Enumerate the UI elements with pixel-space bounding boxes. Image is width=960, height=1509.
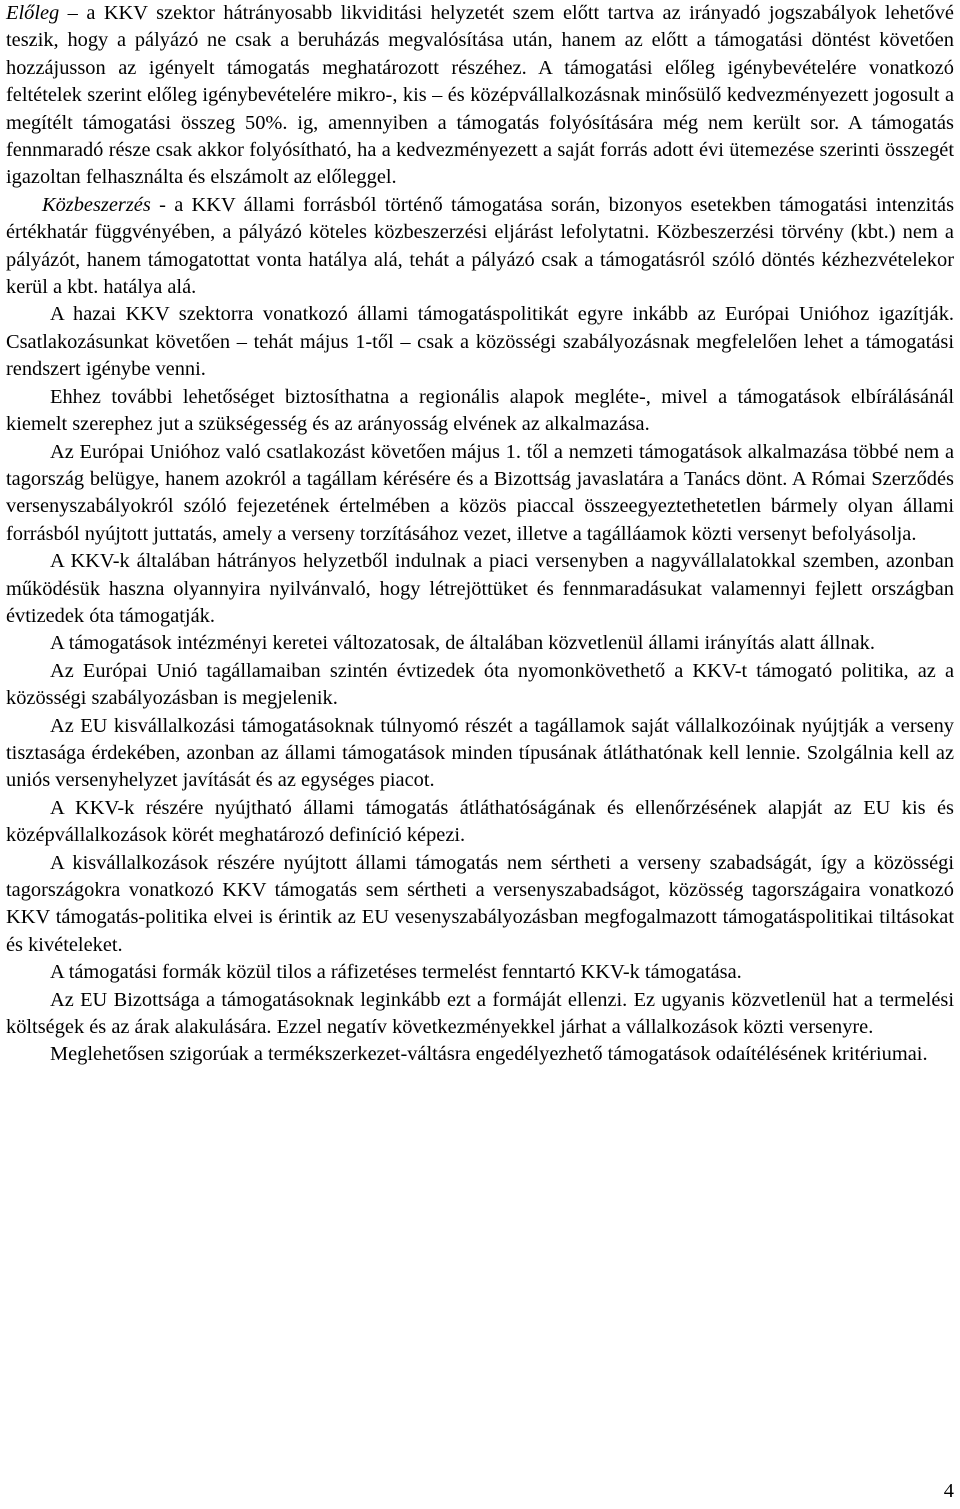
paragraph: Az EU Bizottsága a támogatásoknak leginkább ezt a formáját ellenzi. Ez ugyanis közvetlenül hat a termelési költségek és az árak alakulására. Ezzel negatív következményekkel járhat a vállalkozások közti versenyre. bbox=[6, 988, 954, 1039]
paragraph: A KKV-k részére nyújtható állami támogatás átláthatóságának és ellenőrzésének alapját az EU kis és középvállalkozások körét meghatározó definíció képezi. bbox=[6, 796, 954, 847]
paragraph-eloleg bbox=[6, 0, 954, 192]
paragraph-text: – a KKV szektor hátrányosabb likviditási helyzetét szem előtt tartva az irányadó jogszabályok lehetővé teszik, hogy a pályázó ne csak a beruházás megvalósítása után, hanem az előtt a támogatási döntést követően hozzájusson az igényelt támogatás meghatározott részéhez. A támogatási előleg igénybevételére vonatkozó feltételek szerint előleg igénybevételére mikro-, kis – és középvállalkozásnak minősülő kedvezményezett jogosult a megítélt támogatási összeg 50%. ig, amennyiben a támogatás folyósítására még nem került sor. A támogatás fennmaradó része csak akkor folyósítható, ha a kedvezményezett a saját forrás adott évi ütemezése szerinti összegét igazoltan felhasználta és elszámolt az előleggel. bbox=[6, 2, 954, 189]
term-kozbeszerzes: Közbeszerzés bbox=[42, 193, 151, 216]
paragraph: Az Európai Unióhoz való csatlakozást követően május 1. től a nemzeti támogatások alkalmazása többé nem a tagország belügye, hanem azokról a tagállam kérésére és a Bizottság javaslatára a Tanács dönt. A Római Szerződés versenyszabályokról szóló fejezetének értelmében a közös piaccal összeegyeztethetetlen bármely olyan állami forrásból nyújtott juttatás, amely a verseny torzításához vezet, illetve a tagálláamok közti versenyt befolyásolja. bbox=[6, 440, 954, 545]
paragraph: A hazai KKV szektorra vonatkozó állami támogatáspolitikát egyre inkább az Európai Unióhoz igazítják. Csatlakozásunkat követően – tehát május 1-től – csak a közösségi szabályozásnak megfelelően lehet a támogatási rendszert igénybe venni. bbox=[6, 303, 954, 381]
paragraph: Ehhez további lehetőséget biztosíthatna a regionális alapok megléte-, mivel a támogatások elbírálásánál kiemelt szerephez jut a szükségesség és az arányosság elvének az alkalmazása. bbox=[6, 385, 954, 436]
document-page bbox=[6, 0, 954, 1069]
paragraph: A kisvállalkozások részére nyújtott állami támogatás nem sértheti a verseny szabadságát, így a közösségi tagországokra vonatkozó KKV támogatás sem sértheti a versenyszabadságot, közösség tagországaira vonatkozó KKV támogatás-politika elvei is érintik az EU vesenyszabályozásban megfogalmazott támogatáspolitikai tiltásokat és kivételeket. bbox=[6, 851, 954, 956]
term-eloleg: Előleg bbox=[6, 2, 60, 24]
paragraph: A támogatások intézményi keretei változatosak, de általában közvetlenül állami irányítás alatt állnak. bbox=[50, 632, 875, 655]
paragraph-kozbeszerzes bbox=[6, 192, 954, 302]
paragraph: A támogatási formák közül tilos a ráfizetéses termelést fenntartó KKV-k támogatása. bbox=[50, 961, 742, 984]
paragraph: Meglehetősen szigorúak a termékszerkezet-váltásra engedélyezhető támogatások odaítélésének kritériumai. bbox=[50, 1043, 928, 1066]
paragraph: A KKV-k általában hátrányos helyzetből indulnak a piaci versenyben a nagyvállalatokkal szemben, azonban működésük haszna olyannyira nyilvánvaló, hogy létrejöttüket és fennmaradásukat valamennyi fejlett országban évtizedek óta támogatják. bbox=[6, 550, 954, 627]
paragraph: Az EU kisvállalkozási támogatásoknak túlnyomó részét a tagállamok saját vállalkozóinak nyújtják a verseny tisztasága érdekében, azonban az állami támogatások minden típusának átláthatónak kell lennie. Szolgálnia kell az uniós versenyhelyzet javítását és az egységes piacot. bbox=[6, 714, 954, 792]
page-number: 4 bbox=[943, 1480, 954, 1502]
paragraph-text: - a KKV állami forrásból történő támogatása során, bizonyos esetekben támogatási intenzitás értékhatár függvényében, a pályázó köteles közbeszerzési eljárást lefolytatni. Közbeszerzési törvény (kbt.) nem a pályázót, hanem támogatottat vonta hatálya alá, tehát a pályázó csak a támogatásról szóló döntés kézhezvételekor kerül a kbt. hatálya alá. bbox=[6, 193, 954, 299]
paragraph: Az Európai Unió tagállamaiban szintén évtizedek óta nyomonkövethető a KKV-t támogató politika, az a közösségi szabályozásban is megjelenik. bbox=[6, 659, 954, 710]
